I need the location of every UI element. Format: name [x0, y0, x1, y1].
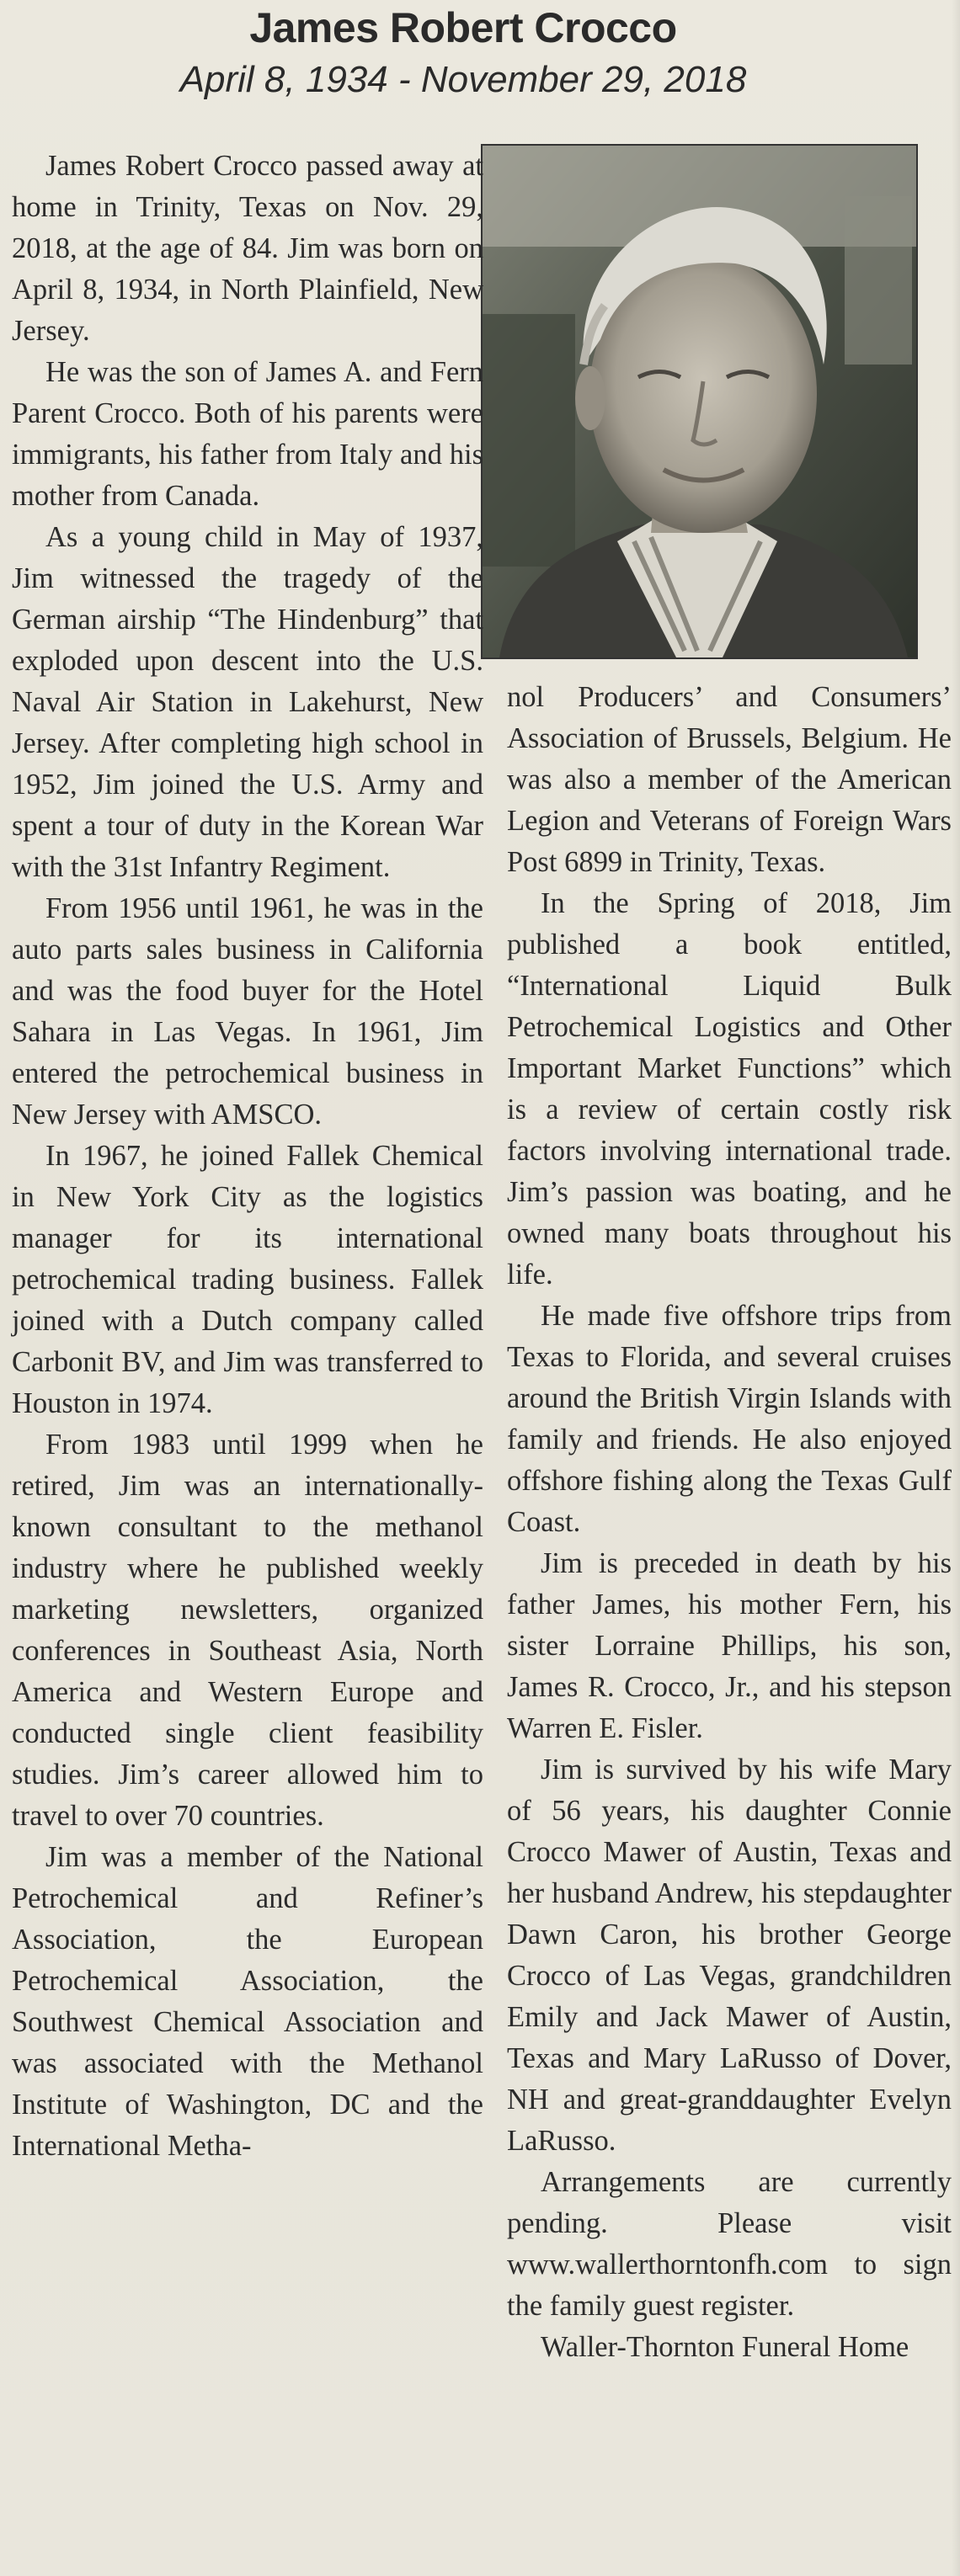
portrait-photo [481, 144, 918, 659]
portrait-illustration [483, 146, 916, 657]
obituary-dates: April 8, 1934 - November 29, 2018 [179, 59, 747, 100]
paragraph: From 1983 until 1999 when he retired, Jim was an internationally-known consultant to the methanol industry where he published weekly marketing newsletters, organized conferences in Southeast Asia, North America and Western Europe and conducted single client feasibility studies. Jim’s career allowed him to travel to over 70 countries. [12, 1429, 483, 1832]
paragraph: nol Producers’ and Consumers’ Association of Brussels, Belgium. He was also a member of the American Legion and Veterans of Foreign Wars Post 6899 in Trinity, Texas. [507, 681, 952, 878]
paragraph: He was the son of James A. and Fern Parent Crocco. Both of his parents were immigrants, his father from Italy and his mother from Canada. [12, 356, 483, 512]
paragraph: In 1967, he joined Fallek Chemical in New York City as the logistics manager for its international petrochemical trading business. Fallek joined with a Dutch company called Carbonit BV, and Jim was transferred to Houston in 1974. [12, 1140, 483, 1419]
paragraph: In the Spring of 2018, Jim published a book entitled, “International Liquid Bulk Petrochemical Logistics and Other Important Market Functions” which is a review of certain costly risk factors involving international trade. Jim’s passion was boating, and he owned many boats throughout his life. [507, 887, 952, 1291]
paragraph: As a young child in May of 1937, Jim witnessed the tragedy of the German airship “The Hindenburg” that exploded upon descent into the U.S. Naval Air Station in Lakehurst, New Jersey. After completing high school in 1952, Jim joined the U.S. Army and spent a tour of duty in the Korean War with the 31st Infantry Regiment. [12, 521, 483, 883]
left-column [12, 146, 483, 2167]
paragraph: He made five offshore trips from Texas to Florida, and several cruises around the British Virgin Islands with family and friends. He also enjoyed offshore fishing along the Texas Gulf Coast. [507, 1300, 952, 1538]
right-column [507, 677, 952, 2368]
paragraph: James Robert Crocco passed away at home in Trinity, Texas on Nov. 29, 2018, at the age of 84. Jim was born on April 8, 1934, in North Plainfield, New Jersey. [12, 150, 483, 347]
paragraph: From 1956 until 1961, he was in the auto parts sales business in California and was the food buyer for the Hotel Sahara in Las Vegas. In 1961, Jim entered the petrochemical business in New Jersey with AMSCO. [12, 892, 483, 1131]
funeral-home-signature: Waller-Thornton Funeral Home [541, 2331, 909, 2363]
page-edge [952, 0, 960, 2576]
obituary-name: James Robert Crocco [249, 4, 677, 51]
paragraph: Jim was a member of the National Petrochemical and Refiner’s Association, the European Petrochemical Association, the Southwest Chemical Association and was associated with the Methanol Institute of Washington, DC and the International Metha- [12, 1841, 483, 2162]
paragraph: Jim is preceded in death by his father James, his mother Fern, his sister Lorraine Phillips, his son, James R. Crocco, Jr., and his stepson Warren E. Fisler. [507, 1547, 952, 1744]
paragraph: Jim is survived by his wife Mary of 56 years, his daughter Connie Crocco Mawer of Austin, Texas and her husband Andrew, his stepdaughter Dawn Caron, his brother George Crocco of Las Vegas, grandchildren Emily and Jack Mawer of Austin, Texas and Mary LaRusso of Dover, NH and great-granddaughter Evelyn LaRusso. [507, 1754, 952, 2157]
paragraph: Arrangements are currently pending. Please visit www.wallerthorntonfh.com to sign the family guest register. [507, 2166, 952, 2322]
